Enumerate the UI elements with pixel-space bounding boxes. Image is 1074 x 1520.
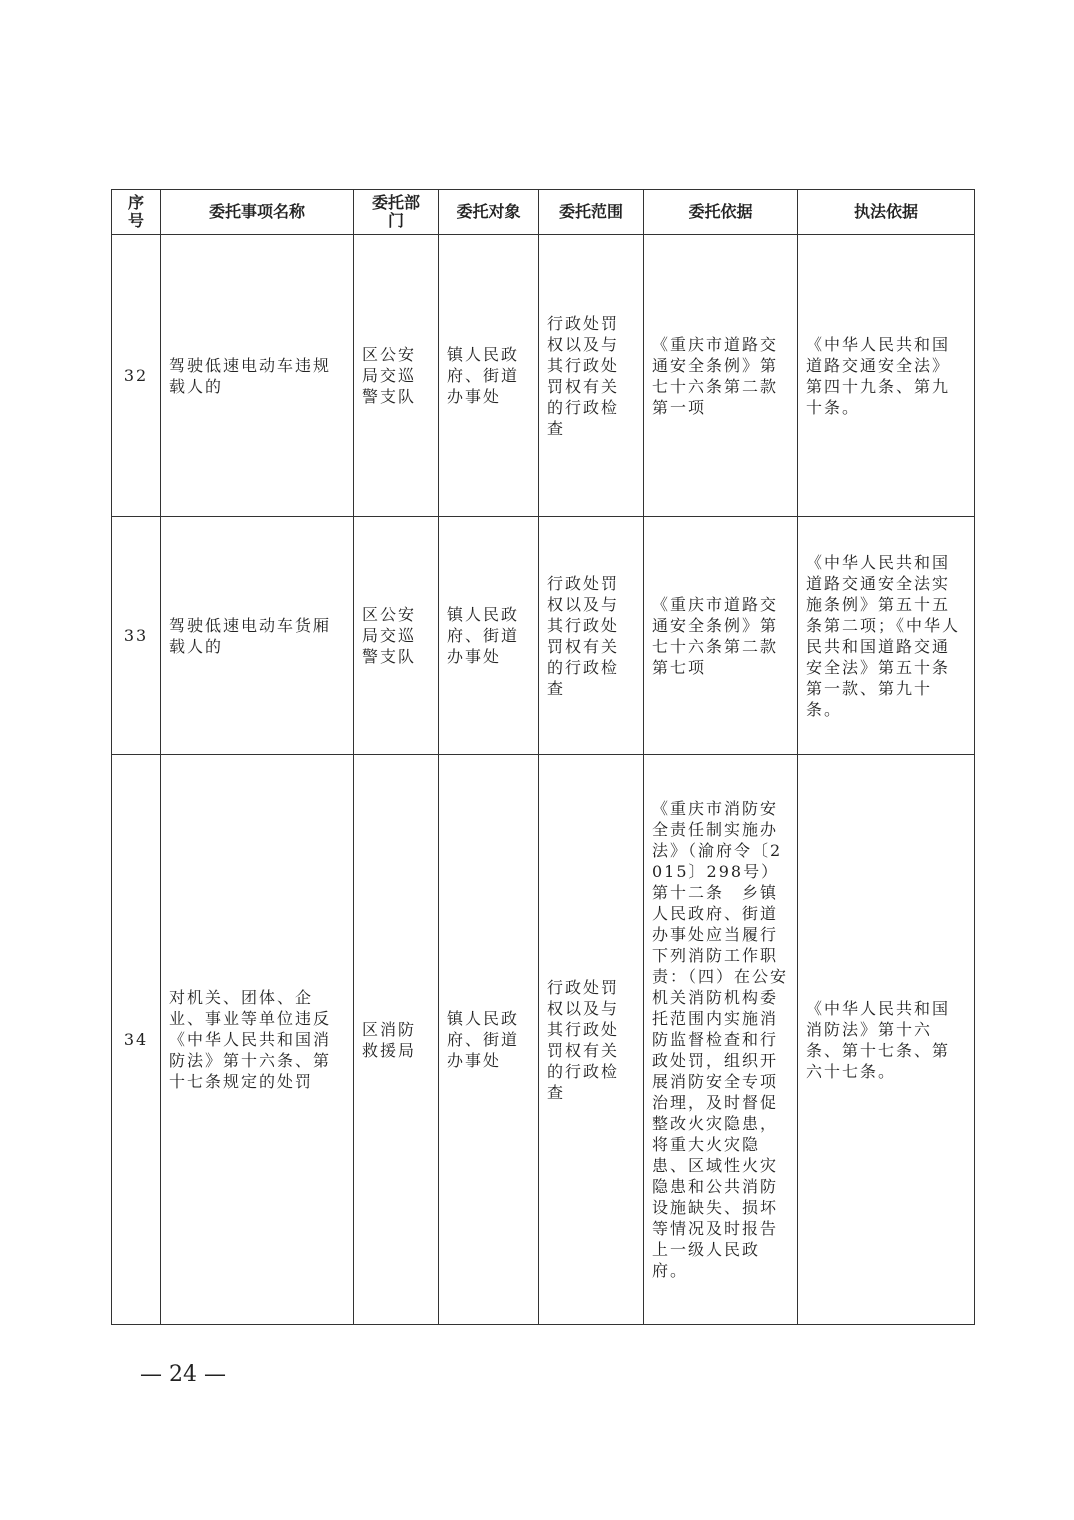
table-row [112,755,975,1325]
row-name: 驾驶低速电动车货厢载人的 [161,517,354,755]
row-target: 镇人民政府、街道办事处 [439,235,539,517]
header-dept: 委托部门 [354,190,439,235]
row-name: 对机关、团体、企业、事业等单位违反《中华人民共和国消防法》第十六条、第十七条规定的处罚 [161,755,354,1325]
row-dept: 区公安局交巡警支队 [354,235,439,517]
header-name: 委托事项名称 [161,190,354,235]
row-seq: 32 [112,235,161,517]
row-dept: 区公安局交巡警支队 [354,517,439,755]
row-scope: 行政处罚权以及与其行政处罚权有关的行政检查 [539,235,644,517]
row-seq: 34 [112,755,161,1325]
header-law: 执法依据 [798,190,975,235]
page-number: — 24 — [140,1362,226,1387]
row-target: 镇人民政府、街道办事处 [439,517,539,755]
row-dept: 区消防救援局 [354,755,439,1325]
row-basis: 《重庆市道路交通安全条例》第七十六条第二款第一项 [644,235,798,517]
row-basis: 《重庆市消防安全责任制实施办法》（渝府令〔2015〕298号）第十二条 乡镇人民政府、街道办事处应当履行下列消防工作职责：（四）在公安机关消防机构委托范围内实施消防监督检查和行政处罚，组织开展消防安全专项治理，及时督促整改火灾隐患，将重大火灾隐患、区域性火灾隐患和公共消防设施缺失、损坏等情况及时报告上一级人民政府。 [644,755,798,1325]
delegation-table [111,189,975,1325]
row-target: 镇人民政府、街道办事处 [439,755,539,1325]
table-row [112,517,975,755]
row-seq: 33 [112,517,161,755]
row-law: 《中华人民共和国消防法》第十六条、第十七条、第六十七条。 [798,755,975,1325]
row-basis: 《重庆市道路交通安全条例》第七十六条第二款第七项 [644,517,798,755]
header-target: 委托对象 [439,190,539,235]
row-law: 《中华人民共和国道路交通安全法实施条例》第五十五条第二项；《中华人民共和国道路交通安全法》第五十条第一款、第九十条。 [798,517,975,755]
row-law: 《中华人民共和国道路交通安全法》第四十九条、第九十条。 [798,235,975,517]
row-name: 驾驶低速电动车违规载人的 [161,235,354,517]
row-scope: 行政处罚权以及与其行政处罚权有关的行政检查 [539,517,644,755]
header-basis: 委托依据 [644,190,798,235]
table-row [112,235,975,517]
table-header-row [112,190,975,235]
header-seq: 序号 [112,190,161,235]
header-scope: 委托范围 [539,190,644,235]
row-scope: 行政处罚权以及与其行政处罚权有关的行政检查 [539,755,644,1325]
